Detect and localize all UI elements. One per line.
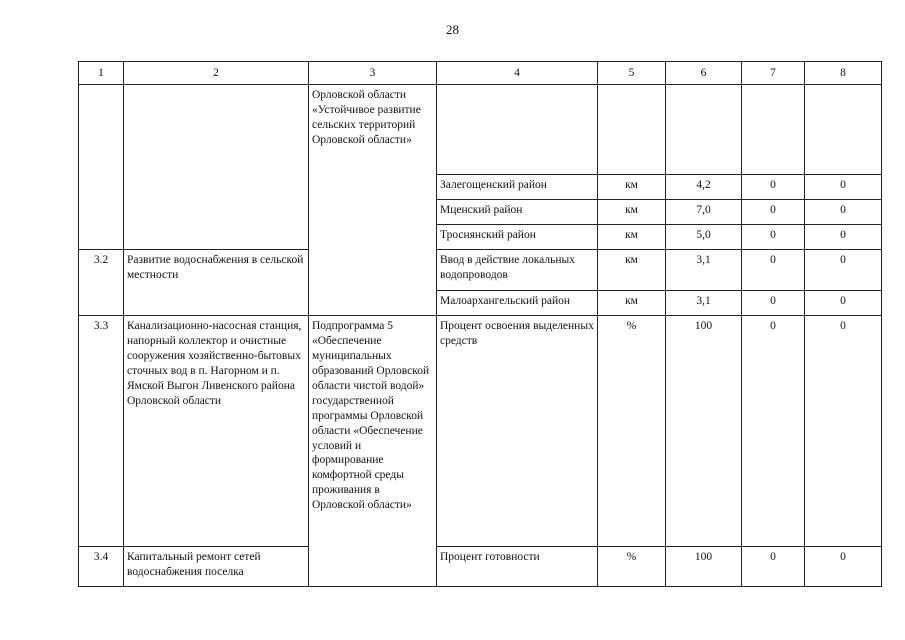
header-cell: 1 [79, 62, 124, 85]
program-cell: Подпрограмма 5 «Обеспечение муниципальных образований Орловской области чистой водой» государственной программы Орловской области «Обеспечение условий и формирование комфортной среды проживания в Орловской области» [309, 316, 437, 587]
cell-empty [437, 85, 598, 175]
table-row [79, 316, 882, 547]
value-cell: 0 [742, 200, 805, 225]
value-cell: 0 [742, 225, 805, 250]
header-cell: 4 [437, 62, 598, 85]
table-row [79, 250, 882, 291]
row-number-cell: 3.4 [79, 547, 124, 587]
indicator-cell: Малоархангельский район [437, 291, 598, 316]
value-cell: 0 [805, 200, 882, 225]
value-cell: 0 [805, 547, 882, 587]
value-cell: 0 [742, 547, 805, 587]
header-cell: 7 [742, 62, 805, 85]
cell-empty [79, 85, 124, 250]
value-cell: 100 [666, 316, 742, 547]
unit-cell: км [598, 291, 666, 316]
value-cell: 5,0 [666, 225, 742, 250]
unit-cell: % [598, 547, 666, 587]
unit-cell: км [598, 175, 666, 200]
table-row [79, 85, 882, 175]
header-cell: 3 [309, 62, 437, 85]
value-cell: 100 [666, 547, 742, 587]
indicators-table [78, 61, 882, 587]
unit-cell: км [598, 250, 666, 291]
value-cell: 0 [805, 175, 882, 200]
event-cell: Развитие водоснабжения в сельской местности [124, 250, 309, 316]
indicator-cell: Залегощенский район [437, 175, 598, 200]
value-cell: 3,1 [666, 250, 742, 291]
value-cell: 0 [805, 225, 882, 250]
cell-empty [666, 85, 742, 175]
cell-empty [598, 85, 666, 175]
unit-cell: % [598, 316, 666, 547]
table-row [79, 547, 882, 587]
value-cell: 3,1 [666, 291, 742, 316]
value-cell: 4,2 [666, 175, 742, 200]
value-cell: 0 [742, 291, 805, 316]
event-cell: Капитальный ремонт сетей водоснабжения поселка [124, 547, 309, 587]
indicator-cell: Троснянский район [437, 225, 598, 250]
header-cell: 8 [805, 62, 882, 85]
value-cell: 0 [805, 316, 882, 547]
row-number-cell: 3.2 [79, 250, 124, 316]
indicator-cell: Ввод в действие локальных водопроводов [437, 250, 598, 291]
unit-cell: км [598, 225, 666, 250]
value-cell: 0 [805, 250, 882, 291]
program-cell: Орловской области «Устойчивое развитие сельских территорий Орловской области» [309, 85, 437, 316]
value-cell: 7,0 [666, 200, 742, 225]
header-cell: 6 [666, 62, 742, 85]
indicator-cell: Процент готовности [437, 547, 598, 587]
header-row [79, 62, 882, 85]
page-number: 28 [446, 22, 459, 37]
event-cell: Канализационно-насосная станция, напорный коллектор и очистные сооружения хозяйственно-бытовых сточных вод в п. Нагорном и п. Ямской Выгон Ливенского района Орловской области [124, 316, 309, 547]
header-cell: 2 [124, 62, 309, 85]
value-cell: 0 [742, 316, 805, 547]
cell-empty [742, 85, 805, 175]
indicator-cell: Процент освоения выделенных средств [437, 316, 598, 547]
header-cell: 5 [598, 62, 666, 85]
value-cell: 0 [805, 291, 882, 316]
cell-empty [805, 85, 882, 175]
cell-empty [124, 85, 309, 250]
value-cell: 0 [742, 175, 805, 200]
row-number-cell: 3.3 [79, 316, 124, 547]
unit-cell: км [598, 200, 666, 225]
value-cell: 0 [742, 250, 805, 291]
indicator-cell: Мценский район [437, 200, 598, 225]
